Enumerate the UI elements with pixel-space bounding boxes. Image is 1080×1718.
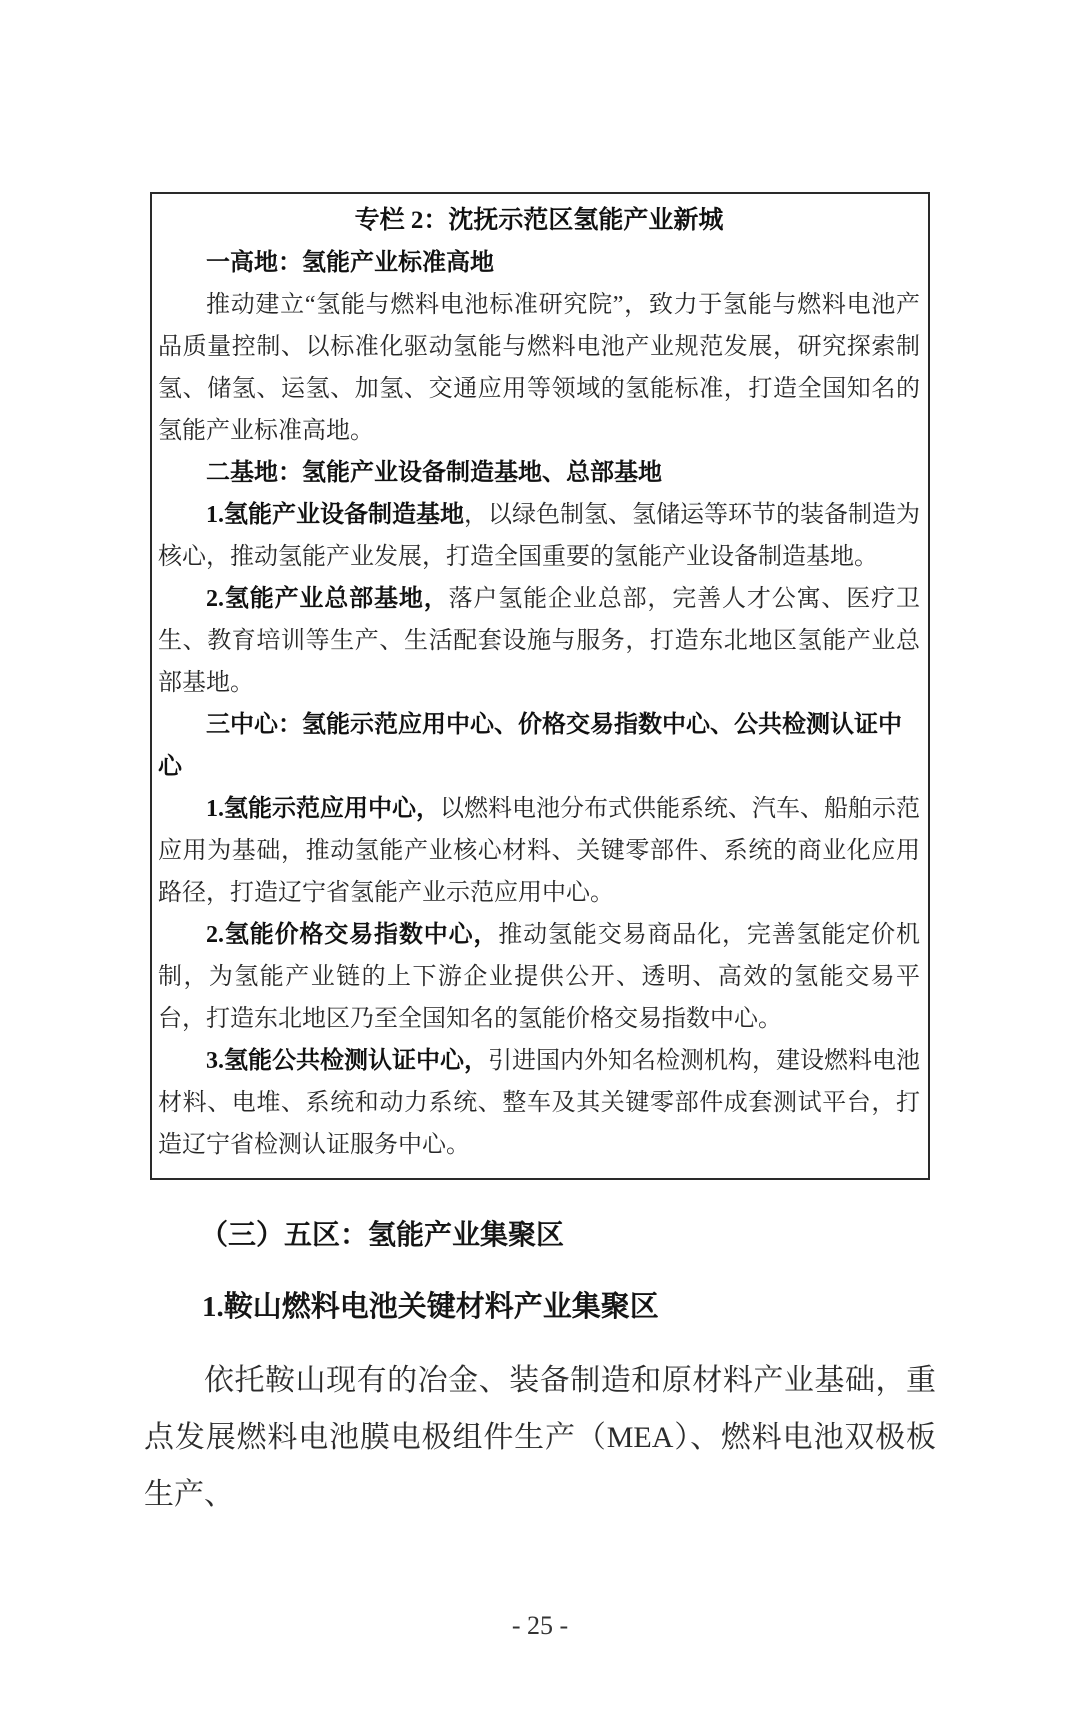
body-section <box>144 1214 936 1523</box>
panel-paragraph <box>158 284 920 452</box>
paragraph-text: 推动氢能交易商品化，完善氢能定价机制，为氢能产业链的上下游企业提供公开、透明、高效的氢能交易平台，打造东北地区乃至全国知名的氢能价格交易指数中心。 <box>158 922 921 1032</box>
page-number: - 25 - <box>511 1611 569 1640</box>
panel-heading-highland: 一高地：氢能产业标准高地 <box>206 250 494 276</box>
paragraph-text: 以燃料电池分布式供能系统、汽车、船舶示范应用为基础，推动氢能产业核心材料、关键零部件、系统的商业化应用路径，打造辽宁省氢能产业示范应用中心。 <box>158 796 920 906</box>
paragraph-lead: 2.氢能价格交易指数中心， <box>206 922 499 948</box>
panel-paragraph <box>158 578 920 704</box>
paragraph-text: 落户氢能企业总部，完善人才公寓、医疗卫生、教育培训等生产、生活配套设施与服务，打造东北地区氢能产业总部基地。 <box>158 586 921 696</box>
panel-paragraph <box>158 1040 920 1166</box>
panel-title: 专栏 2：沈抚示范区氢能产业新城 <box>354 207 724 234</box>
column-panel <box>150 192 930 1180</box>
paragraph-lead: 3.氢能公共检测认证中心， <box>206 1048 488 1074</box>
paragraph-lead: 1.氢能示范应用中心， <box>206 796 440 822</box>
paragraph-lead: 1.氢能产业设备制造基地 <box>206 502 464 528</box>
paragraph-text: ，以绿色制氢、氢储运等环节的装备制造为核心，推动氢能产业发展，打造全国重要的氢能产业设备制造基地。 <box>158 502 920 570</box>
panel-heading-centers: 三中心：氢能示范应用中心、价格交易指数中心、公共检测认证中心 <box>158 712 902 780</box>
panel-paragraph <box>158 914 920 1040</box>
panel-heading-bases: 二基地：氢能产业设备制造基地、总部基地 <box>206 460 662 486</box>
panel-paragraph <box>158 788 920 914</box>
paragraph-text: 推动建立“氢能与燃料电池标准研究院”，致力于氢能与燃料电池产品质量控制、以标准化驱动氢能与燃料电池产业规范发展，研究探索制氢、储氢、运氢、加氢、交通应用等领域的氢能标准，打造全国知名的氢能产业标准高地。 <box>158 292 920 444</box>
document-page <box>0 192 1080 1718</box>
paragraph-text: 引进国内外知名检测机构，建设燃料电池材料、电堆、系统和动力系统、整车及其关键零部件成套测试平台，打造辽宁省检测认证服务中心。 <box>158 1048 920 1158</box>
section-heading: （三）五区：氢能产业集聚区 <box>200 1220 565 1251</box>
paragraph-lead: 2.氢能产业总部基地， <box>206 586 449 612</box>
sub-heading: 1.鞍山燃料电池关键材料产业集聚区 <box>202 1291 659 1323</box>
panel-paragraph <box>158 494 920 578</box>
body-paragraph: 依托鞍山现有的冶金、装备制造和原材料产业基础，重点发展燃料电池膜电极组件生产（MEA）、燃料电池双极板生产、 <box>144 1364 936 1511</box>
